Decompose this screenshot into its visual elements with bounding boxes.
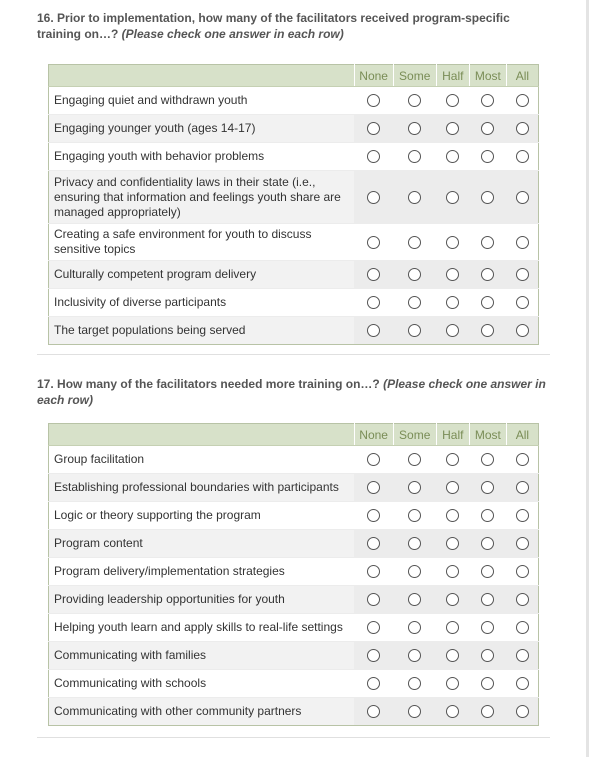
matrix-row-label: Engaging younger youth (ages 14-17) xyxy=(49,115,355,143)
radio-cell xyxy=(469,614,506,642)
radio-most[interactable] xyxy=(481,296,494,309)
radio-cell xyxy=(506,224,538,261)
radio-cell xyxy=(469,289,506,317)
radio-cell xyxy=(393,502,436,530)
question-hint: (Please check one answer in each row) xyxy=(37,377,546,407)
radio-half[interactable] xyxy=(446,268,459,281)
radio-all[interactable] xyxy=(516,236,529,249)
matrix-row-label: Inclusivity of diverse participants xyxy=(49,289,355,317)
radio-cell xyxy=(436,586,469,614)
question-number: 16. xyxy=(37,11,54,25)
radio-cell xyxy=(354,474,393,502)
radio-half[interactable] xyxy=(446,649,459,662)
radio-cell xyxy=(354,530,393,558)
radio-half[interactable] xyxy=(446,481,459,494)
matrix-row xyxy=(49,586,539,614)
radio-cell xyxy=(393,143,436,171)
radio-all[interactable] xyxy=(516,191,529,204)
radio-most[interactable] xyxy=(481,236,494,249)
radio-cell xyxy=(469,87,506,115)
radio-all[interactable] xyxy=(516,705,529,718)
radio-all[interactable] xyxy=(516,268,529,281)
radio-half[interactable] xyxy=(446,509,459,522)
radio-most[interactable] xyxy=(481,453,494,466)
radio-cell xyxy=(506,143,538,171)
matrix-row-label: Program content xyxy=(49,530,355,558)
radio-cell xyxy=(436,558,469,586)
radio-cell xyxy=(469,586,506,614)
radio-cell xyxy=(436,171,469,224)
radio-cell xyxy=(393,87,436,115)
radio-cell xyxy=(506,502,538,530)
radio-cell xyxy=(354,502,393,530)
question-text: How many of the facilitators needed more training on…? xyxy=(57,377,380,391)
radio-all[interactable] xyxy=(516,324,529,337)
column-header-none: None xyxy=(354,424,393,446)
radio-some[interactable] xyxy=(408,324,421,337)
radio-none[interactable] xyxy=(367,509,380,522)
radio-most[interactable] xyxy=(481,565,494,578)
radio-none[interactable] xyxy=(367,621,380,634)
radio-most[interactable] xyxy=(481,509,494,522)
matrix-row xyxy=(49,261,539,289)
radio-none[interactable] xyxy=(367,191,380,204)
radio-cell xyxy=(469,171,506,224)
radio-cell xyxy=(469,502,506,530)
matrix-row-label: Logic or theory supporting the program xyxy=(49,502,355,530)
radio-most[interactable] xyxy=(481,593,494,606)
radio-cell xyxy=(436,530,469,558)
radio-most[interactable] xyxy=(481,677,494,690)
radio-cell xyxy=(506,261,538,289)
radio-cell xyxy=(469,143,506,171)
radio-cell xyxy=(354,670,393,698)
radio-cell xyxy=(506,446,538,474)
radio-none[interactable] xyxy=(367,677,380,690)
radio-cell xyxy=(393,289,436,317)
matrix-row-label: Engaging youth with behavior problems xyxy=(49,143,355,171)
radio-cell xyxy=(354,558,393,586)
matrix-row-label: Privacy and confidentiality laws in their state (i.e., ensuring that information and feelings youth share are managed appropriately) xyxy=(49,171,355,224)
matrix-row xyxy=(49,670,539,698)
radio-half[interactable] xyxy=(446,236,459,249)
matrix-row xyxy=(49,474,539,502)
radio-cell xyxy=(469,530,506,558)
radio-cell xyxy=(393,474,436,502)
column-header-some: Some xyxy=(393,424,436,446)
radio-cell xyxy=(469,317,506,345)
radio-cell xyxy=(354,317,393,345)
radio-most[interactable] xyxy=(481,94,494,107)
radio-cell xyxy=(393,670,436,698)
radio-half[interactable] xyxy=(446,677,459,690)
matrix-row-label: Creating a safe environment for youth to discuss sensitive topics xyxy=(49,224,355,261)
radio-cell xyxy=(506,171,538,224)
radio-some[interactable] xyxy=(408,593,421,606)
matrix-row-label: Providing leadership opportunities for youth xyxy=(49,586,355,614)
radio-none[interactable] xyxy=(367,593,380,606)
column-header-all: All xyxy=(506,65,538,87)
radio-some[interactable] xyxy=(408,453,421,466)
radio-cell xyxy=(436,474,469,502)
column-header-none: None xyxy=(354,65,393,87)
section-divider xyxy=(37,737,550,738)
matrix-row-label: Establishing professional boundaries with participants xyxy=(49,474,355,502)
radio-most[interactable] xyxy=(481,481,494,494)
radio-cell xyxy=(354,143,393,171)
radio-cell xyxy=(436,642,469,670)
radio-none[interactable] xyxy=(367,122,380,135)
question-hint: (Please check one answer in each row) xyxy=(121,27,344,41)
radio-some[interactable] xyxy=(408,150,421,163)
matrix-row xyxy=(49,614,539,642)
radio-cell xyxy=(506,317,538,345)
radio-most[interactable] xyxy=(481,150,494,163)
radio-none[interactable] xyxy=(367,150,380,163)
radio-cell xyxy=(436,289,469,317)
radio-cell xyxy=(354,261,393,289)
radio-cell xyxy=(393,558,436,586)
question-16-matrix xyxy=(48,64,539,345)
column-header-all: All xyxy=(506,424,538,446)
matrix-row-label: The target populations being served xyxy=(49,317,355,345)
section-divider xyxy=(37,354,550,355)
column-header-most: Most xyxy=(469,65,506,87)
matrix-row xyxy=(49,115,539,143)
matrix-row xyxy=(49,446,539,474)
radio-most[interactable] xyxy=(481,537,494,550)
question-16-title xyxy=(37,10,557,42)
radio-cell xyxy=(506,670,538,698)
radio-half[interactable] xyxy=(446,150,459,163)
radio-half[interactable] xyxy=(446,296,459,309)
radio-cell xyxy=(354,642,393,670)
radio-cell xyxy=(354,224,393,261)
matrix-row xyxy=(49,698,539,726)
radio-cell xyxy=(393,317,436,345)
radio-none[interactable] xyxy=(367,453,380,466)
matrix-row-label: Communicating with families xyxy=(49,642,355,670)
radio-some[interactable] xyxy=(408,481,421,494)
radio-cell xyxy=(393,614,436,642)
radio-cell xyxy=(469,446,506,474)
radio-cell xyxy=(393,642,436,670)
radio-most[interactable] xyxy=(481,649,494,662)
matrix-row-label: Communicating with other community partners xyxy=(49,698,355,726)
radio-all[interactable] xyxy=(516,453,529,466)
radio-some[interactable] xyxy=(408,677,421,690)
radio-cell xyxy=(469,224,506,261)
radio-cell xyxy=(469,474,506,502)
radio-most[interactable] xyxy=(481,122,494,135)
radio-half[interactable] xyxy=(446,324,459,337)
radio-cell xyxy=(393,171,436,224)
question-number: 17. xyxy=(37,377,54,391)
matrix-header-blank xyxy=(49,424,355,446)
matrix-row xyxy=(49,317,539,345)
radio-cell xyxy=(436,115,469,143)
radio-cell xyxy=(469,670,506,698)
radio-some[interactable] xyxy=(408,565,421,578)
radio-cell xyxy=(436,502,469,530)
column-header-most: Most xyxy=(469,424,506,446)
radio-cell xyxy=(469,558,506,586)
radio-none[interactable] xyxy=(367,565,380,578)
question-17-title xyxy=(37,376,547,408)
radio-some[interactable] xyxy=(408,537,421,550)
radio-cell xyxy=(354,289,393,317)
radio-cell xyxy=(393,446,436,474)
matrix-row xyxy=(49,171,539,224)
radio-cell xyxy=(393,530,436,558)
radio-half[interactable] xyxy=(446,122,459,135)
radio-cell xyxy=(393,115,436,143)
matrix-row-label: Communicating with schools xyxy=(49,670,355,698)
radio-all[interactable] xyxy=(516,565,529,578)
radio-some[interactable] xyxy=(408,705,421,718)
matrix-row-label: Engaging quiet and withdrawn youth xyxy=(49,87,355,115)
radio-cell xyxy=(393,261,436,289)
radio-some[interactable] xyxy=(408,94,421,107)
radio-half[interactable] xyxy=(446,453,459,466)
radio-half[interactable] xyxy=(446,191,459,204)
radio-cell xyxy=(469,115,506,143)
matrix-row xyxy=(49,502,539,530)
radio-most[interactable] xyxy=(481,268,494,281)
radio-all[interactable] xyxy=(516,677,529,690)
radio-cell xyxy=(354,614,393,642)
radio-none[interactable] xyxy=(367,268,380,281)
radio-half[interactable] xyxy=(446,94,459,107)
radio-most[interactable] xyxy=(481,705,494,718)
radio-all[interactable] xyxy=(516,537,529,550)
radio-most[interactable] xyxy=(481,324,494,337)
radio-some[interactable] xyxy=(408,122,421,135)
radio-cell xyxy=(436,670,469,698)
matrix-row xyxy=(49,558,539,586)
radio-none[interactable] xyxy=(367,649,380,662)
radio-cell xyxy=(506,289,538,317)
radio-cell xyxy=(436,87,469,115)
radio-cell xyxy=(469,642,506,670)
question-text: Prior to implementation, how many of the facilitators received program-specific training on…? xyxy=(37,11,510,41)
radio-some[interactable] xyxy=(408,236,421,249)
radio-cell xyxy=(436,143,469,171)
radio-none[interactable] xyxy=(367,94,380,107)
radio-cell xyxy=(436,261,469,289)
radio-all[interactable] xyxy=(516,649,529,662)
matrix-row xyxy=(49,530,539,558)
column-header-some: Some xyxy=(393,65,436,87)
radio-cell xyxy=(354,586,393,614)
radio-cell xyxy=(354,87,393,115)
radio-all[interactable] xyxy=(516,296,529,309)
radio-all[interactable] xyxy=(516,94,529,107)
radio-cell xyxy=(354,446,393,474)
radio-cell xyxy=(436,614,469,642)
radio-cell xyxy=(506,474,538,502)
matrix-header-row xyxy=(49,424,539,446)
radio-half[interactable] xyxy=(446,565,459,578)
radio-none[interactable] xyxy=(367,481,380,494)
radio-cell xyxy=(436,698,469,726)
radio-cell xyxy=(354,171,393,224)
radio-cell xyxy=(506,698,538,726)
radio-none[interactable] xyxy=(367,705,380,718)
matrix-row-label: Program delivery/implementation strategies xyxy=(49,558,355,586)
radio-all[interactable] xyxy=(516,122,529,135)
radio-cell xyxy=(469,261,506,289)
radio-cell xyxy=(506,530,538,558)
radio-some[interactable] xyxy=(408,621,421,634)
radio-some[interactable] xyxy=(408,509,421,522)
radio-cell xyxy=(506,586,538,614)
radio-cell xyxy=(354,698,393,726)
radio-most[interactable] xyxy=(481,191,494,204)
matrix-header-blank xyxy=(49,65,355,87)
radio-all[interactable] xyxy=(516,481,529,494)
radio-cell xyxy=(354,115,393,143)
radio-cell xyxy=(436,446,469,474)
radio-half[interactable] xyxy=(446,621,459,634)
question-17-matrix xyxy=(48,423,539,726)
radio-cell xyxy=(393,698,436,726)
radio-some[interactable] xyxy=(408,268,421,281)
radio-cell xyxy=(469,698,506,726)
column-header-half: Half xyxy=(436,65,469,87)
radio-all[interactable] xyxy=(516,509,529,522)
radio-cell xyxy=(436,317,469,345)
radio-half[interactable] xyxy=(446,537,459,550)
matrix-row-label: Helping youth learn and apply skills to real-life settings xyxy=(49,614,355,642)
matrix-row-label: Group facilitation xyxy=(49,446,355,474)
matrix-row-label: Culturally competent program delivery xyxy=(49,261,355,289)
radio-none[interactable] xyxy=(367,236,380,249)
radio-cell xyxy=(393,224,436,261)
radio-cell xyxy=(506,87,538,115)
matrix-row xyxy=(49,289,539,317)
matrix-header-row xyxy=(49,65,539,87)
matrix-row xyxy=(49,143,539,171)
radio-none[interactable] xyxy=(367,324,380,337)
radio-half[interactable] xyxy=(446,593,459,606)
matrix-row xyxy=(49,642,539,670)
radio-most[interactable] xyxy=(481,621,494,634)
radio-some[interactable] xyxy=(408,191,421,204)
radio-all[interactable] xyxy=(516,621,529,634)
radio-cell xyxy=(506,115,538,143)
radio-cell xyxy=(506,614,538,642)
radio-some[interactable] xyxy=(408,649,421,662)
radio-none[interactable] xyxy=(367,296,380,309)
radio-all[interactable] xyxy=(516,150,529,163)
radio-cell xyxy=(506,642,538,670)
radio-cell xyxy=(393,586,436,614)
radio-half[interactable] xyxy=(446,705,459,718)
matrix-row xyxy=(49,87,539,115)
radio-cell xyxy=(506,558,538,586)
radio-all[interactable] xyxy=(516,593,529,606)
radio-some[interactable] xyxy=(408,296,421,309)
radio-none[interactable] xyxy=(367,537,380,550)
radio-cell xyxy=(436,224,469,261)
column-header-half: Half xyxy=(436,424,469,446)
matrix-row xyxy=(49,224,539,261)
